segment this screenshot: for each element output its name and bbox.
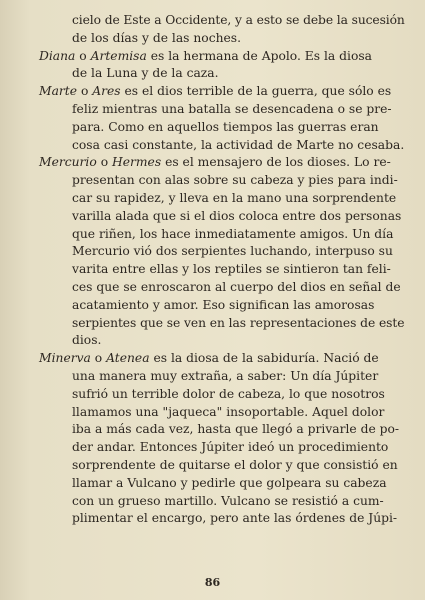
text-line: varita entre ellas y los reptiles se sintieron tan feli- — [72, 262, 391, 277]
text-line: Mercurio vió dos serpientes luchando, interpuso su — [72, 244, 393, 259]
text-line: presentan con alas sobre su cabeza y pies para indi- — [72, 173, 398, 188]
text-line — [39, 48, 405, 66]
deity-name: Mercurio — [39, 155, 97, 170]
body-text — [39, 12, 405, 528]
text-line: acatamiento y amor. Eso significan las amorosas — [72, 297, 375, 312]
paragraph-marte — [39, 83, 405, 154]
text-line: varilla alada que si el dios coloca entre dos personas — [72, 208, 402, 223]
text-line: plimentar el encargo, pero ante las órdenes de Júpi- — [72, 511, 398, 526]
page-number: 86 — [204, 576, 221, 589]
text-line: cosa casi constante, la actividad de Marte no cesaba. — [72, 137, 405, 152]
paragraph-mercurio — [39, 154, 405, 350]
text-line — [39, 350, 405, 368]
text-line: para. Como en aquellos tiempos las guerras eran — [72, 119, 379, 134]
text-line: llamamos una "jaqueca" insoportable. Aquel dolor — [72, 404, 385, 419]
text-line: ces que se enroscaron al cuerpo del dios en señal de — [72, 279, 401, 294]
text-fragment: o — [90, 351, 107, 366]
text-fragment: es la diosa de la sabiduría. Nació de — [149, 351, 379, 366]
text-line: feliz mientras una batalla se desencadena o se pre- — [72, 101, 392, 116]
deity-name: Artemisa — [90, 48, 147, 63]
text-line: serpientes que se ven en las representaciones de este — [72, 315, 405, 330]
text-line: llamar a Vulcano y pedirle que golpeara su cabeza — [72, 475, 387, 490]
deity-name: Atenea — [106, 351, 150, 366]
text-fragment: o — [77, 84, 93, 99]
text-fragment: es el dios terrible de la guerra, que sólo es — [120, 84, 392, 99]
paragraph-diana — [39, 48, 405, 84]
deity-name: Diana — [39, 48, 76, 63]
text-line: der andar. Entonces Júpiter ideó un procedimiento — [72, 440, 389, 455]
text-fragment: o — [75, 48, 91, 63]
text-line: sufrió un terrible dolor de cabeza, lo que nosotros — [72, 386, 385, 401]
text-fragment: o — [96, 155, 113, 170]
paragraph-minerva — [39, 350, 405, 528]
deity-name: Minerva — [39, 351, 91, 366]
deity-name: Marte — [39, 84, 78, 99]
text-fragment: es el mensajero de los dioses. Lo re- — [161, 155, 391, 170]
text-line: de los días y de las noches. — [72, 30, 241, 45]
text-line: una manera muy extraña, a saber: Un día Júpiter — [72, 368, 379, 383]
text-line: de la Luna y de la caza. — [72, 66, 219, 81]
paragraph-continuation — [39, 12, 405, 48]
text-line: car su rapidez, y lleva en la mano una sorprendente — [72, 190, 397, 205]
text-line: cielo de Este a Occidente, y a esto se debe la sucesión — [72, 13, 405, 27]
text-line: que riñen, los hace inmediatamente amigos. Un día — [72, 226, 394, 241]
text-line — [39, 154, 405, 172]
text-fragment: es la hermana de Apolo. Es la diosa — [146, 48, 373, 63]
deity-name: Hermes — [112, 155, 162, 170]
text-line: con un grueso martillo. Vulcano se resistió a cum- — [72, 493, 384, 508]
text-line — [39, 83, 405, 101]
deity-name: Ares — [92, 84, 121, 99]
text-line: iba a más cada vez, hasta que llegó a privarle de po- — [72, 422, 400, 437]
text-line: dios. — [72, 333, 102, 348]
text-line: sorprendente de quitarse el dolor y que consistió en — [72, 457, 398, 472]
